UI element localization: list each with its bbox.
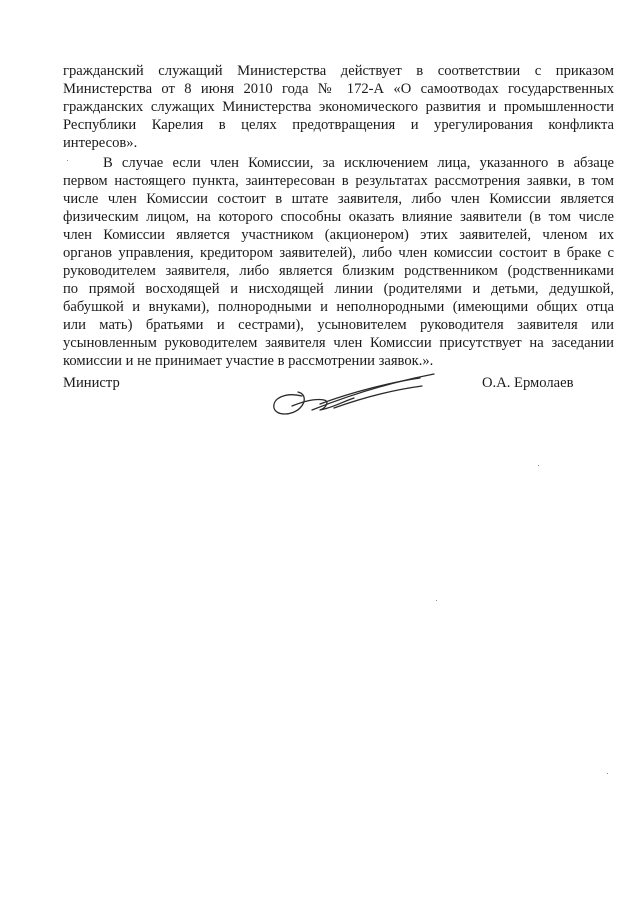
paragraph-2-line: комиссии и не принимает участие в рассмотрении заявок.».	[63, 353, 434, 369]
paragraph-1-line: гражданских служащих Министерства экономического развития и промышленности	[63, 99, 614, 115]
paragraph-2-line: В случае если член Комиссии, за исключением лица, указанного в абзаце	[103, 155, 614, 171]
paragraph-1-line: Республики Карелия в целях предотвращения и урегулирования конфликта	[63, 117, 614, 133]
signatory-title: Министр	[63, 375, 120, 391]
paragraph-2-line: физическим лицом, на которого способны оказать влияние заявители (в том числе	[63, 209, 614, 225]
scan-speck	[436, 600, 437, 601]
handwritten-signature	[262, 368, 452, 428]
paragraph-2-line: органов управления, кредитором заявителей), либо член комиссии состоит в браке с	[63, 245, 614, 261]
scan-speck	[607, 773, 608, 774]
paragraph-2-line: бабушкой и внуками), полнородными и неполнородными (имеющими общих отца	[63, 299, 614, 315]
scan-speck	[67, 160, 68, 161]
paragraph-2-line: числе член Комиссии состоит в штате заявителя, либо член Комиссии является	[63, 191, 614, 207]
paragraph-2-line: или мать) братьями и сестрами), усыновителем руководителя заявителя или	[63, 317, 614, 333]
paragraph-2-line: усыновленным руководителем заявителя член Комиссии присутствует на заседании	[63, 335, 614, 351]
scan-speck	[538, 465, 539, 466]
paragraph-2-line: первом настоящего пункта, заинтересован в результатах рассмотрения заявки, в том	[63, 173, 614, 189]
paragraph-1-line: гражданский служащий Министерства действует в соответствии с приказом	[63, 63, 614, 79]
paragraph-2-line: по прямой восходящей и нисходящей линии (родителями и детьми, дедушкой,	[63, 281, 614, 297]
paragraph-2-line: руководителем заявителя, либо является близким родственником (родственниками	[63, 263, 614, 279]
paragraph-1-line: Министерства от 8 июня 2010 года № 172-А «О самоотводах государственных	[63, 81, 614, 97]
signatory-name: О.А. Ермолаев	[482, 375, 574, 391]
paragraph-1-line: интересов».	[63, 135, 138, 151]
paragraph-2-line: член Комиссии является участником (акционером) этих заявителей, членом их	[63, 227, 614, 243]
